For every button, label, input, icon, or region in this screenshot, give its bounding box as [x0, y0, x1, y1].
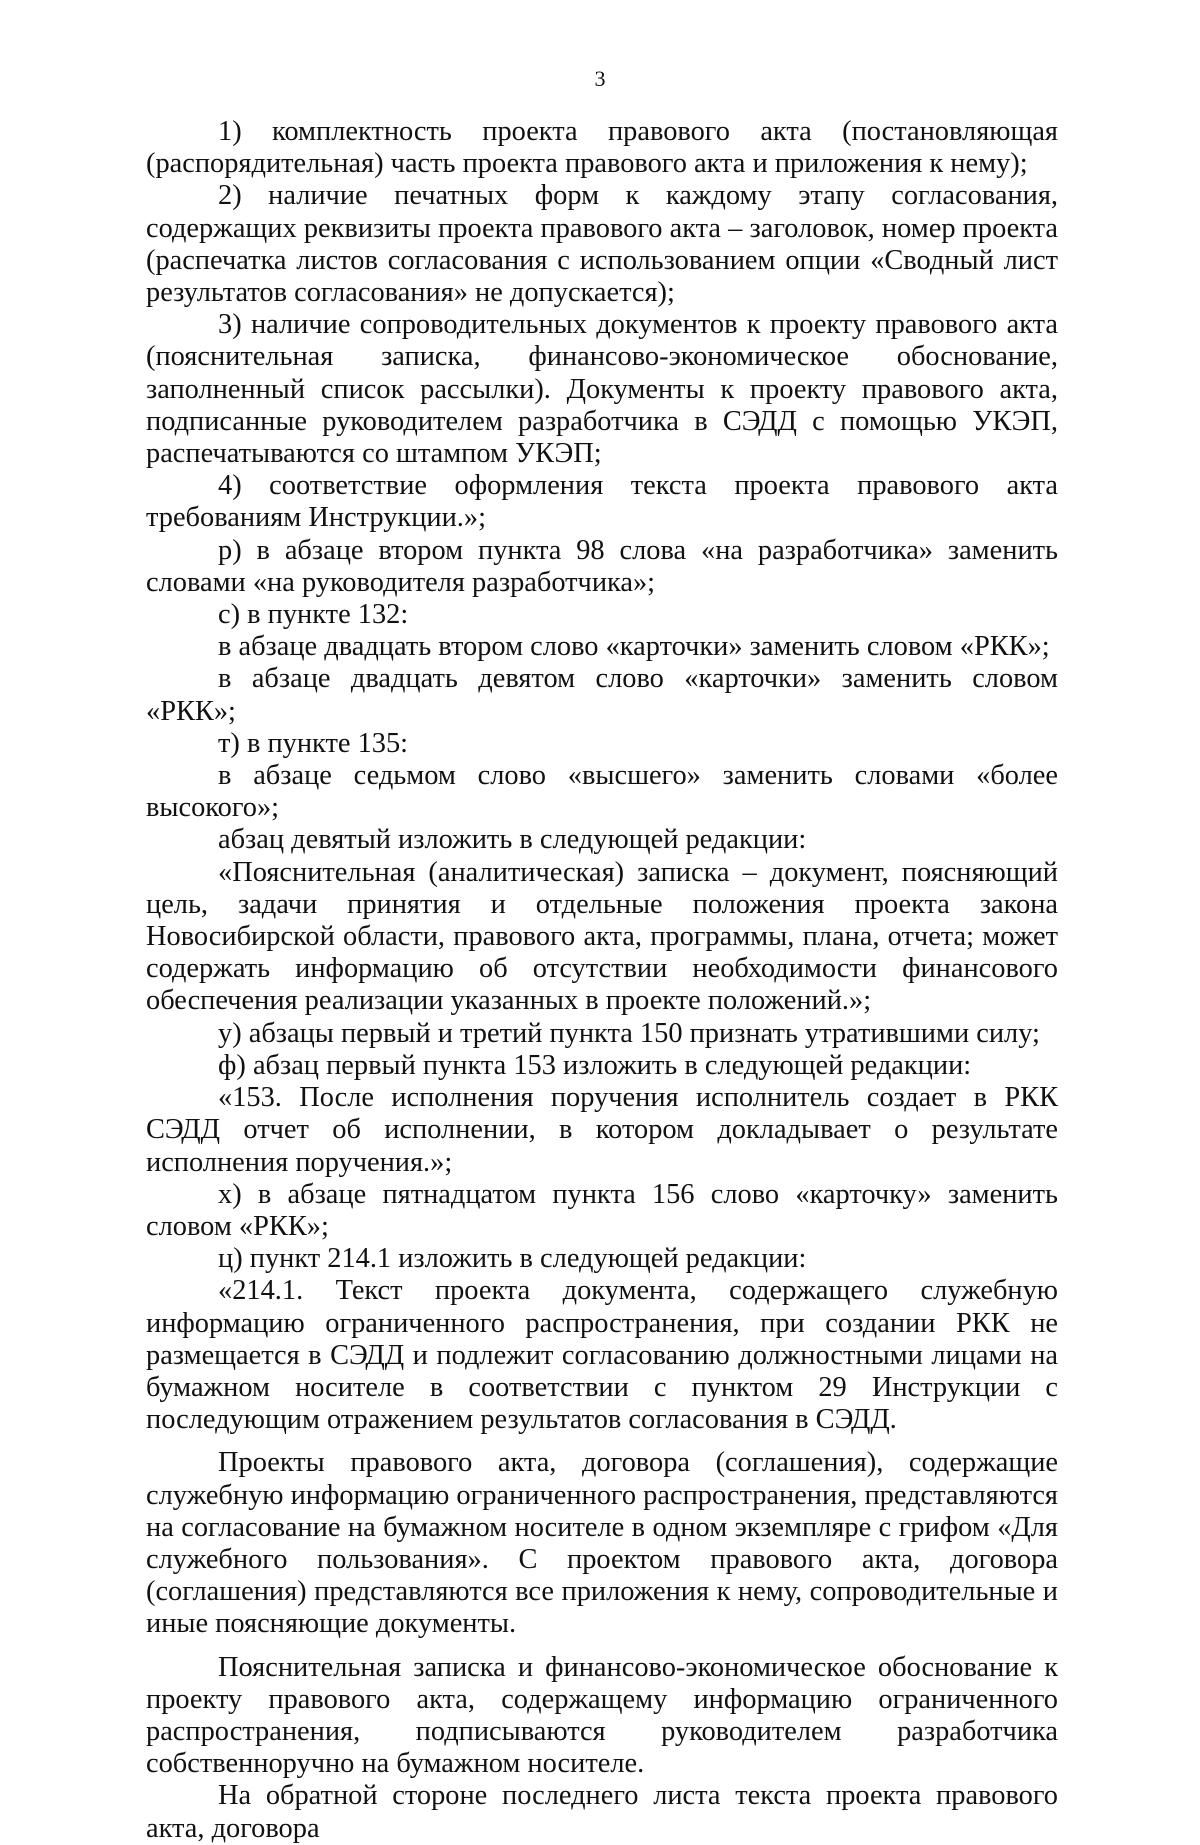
- paragraph-quoted-153: «153. После исполнения поручения исполнитель создает в РКК СЭДД отчет об исполнении, в котором докладывает о результате исполнения поручения.»;: [146, 1082, 1058, 1178]
- paragraph-item-4: 4) соответствие оформления текста проекта правового акта требованиям Инструкции.»;: [146, 470, 1058, 534]
- paragraph-amendment: в абзаце двадцать втором слово «карточки» заменить словом «РКК»;: [218, 631, 1050, 663]
- paragraph-amendment: в абзаце двадцать девятом слово «карточки» заменить словом «РКК»;: [146, 663, 1058, 727]
- paragraph-subitem-kh: х) в абзаце пятнадцатом пункта 156 слово «карточку» заменить словом «РКК»;: [146, 1178, 1058, 1242]
- paragraph-subitem-u: у) абзацы первый и третий пункта 150 признать утратившими силу;: [218, 1017, 1040, 1049]
- paragraph-amendment: абзац девятый изложить в следующей редакции:: [218, 824, 807, 856]
- paragraph-explanatory-note: Пояснительная записка и финансово-экономическое обоснование к проекту правового акта, содержащему информацию ограниченного распространения, подписываются руководителем разработчика собственноручно на бумажном носителе.: [146, 1651, 1058, 1780]
- paragraph-quoted-definition: «Пояснительная (аналитическая) записка – документ, поясняющий цель, задачи принятия и отдельные положения проекта закона Новосибирской области, правового акта, программы, плана, отчета; может содержать информацию об отсутствии необходимости финансового обеспечения реализации указанных в проекте положений.»;: [146, 856, 1058, 1017]
- paragraph-quoted-214-1: «214.1. Текст проекта документа, содержащего служебную информацию ограниченного распространения, при создании РКК не размещается в СЭДД и подлежит согласованию должностными лицами на бумажном носителе в соответствии с пунктом 29 Инструкции с последующим отражением результатов согласования в СЭДД.: [146, 1275, 1058, 1436]
- paragraph-item-2: 2) наличие печатных форм к каждому этапу согласования, содержащих реквизиты проекта правового акта – заголовок, номер проекта (распечатка листов согласования с использованием опции «Сводный лист результатов согласования» не допускается);: [146, 180, 1058, 309]
- page-number: 3: [594, 66, 606, 91]
- paragraph-amendment: в абзаце седьмом слово «высшего» заменить словами «более высокого»;: [146, 760, 1058, 824]
- paragraph-subitem-f: ф) абзац первый пункта 153 изложить в следующей редакции:: [218, 1049, 972, 1081]
- paragraph-subitem-ts: ц) пункт 214.1 изложить в следующей редакции:: [218, 1243, 807, 1275]
- paragraph-item-3: 3) наличие сопроводительных документов к проекту правового акта (пояснительная записка, финансово-экономическое обоснование, заполненный список рассылки). Документы к проекту правового акта, подписанные руководителем разработчика в СЭДД с помощью УКЭП, распечатываются со штампом УКЭП;: [146, 309, 1058, 470]
- paragraph-subitem-r: р) в абзаце втором пункта 98 слова «на разработчика» заменить словами «на руководителя разработчика»;: [146, 534, 1058, 598]
- paragraph-subitem-s: с) в пункте 132:: [218, 599, 409, 631]
- paragraph-subitem-t: т) в пункте 135:: [218, 727, 409, 759]
- paragraph-projects: Проекты правового акта, договора (соглашения), содержащие служебную информацию ограниченного распространения, представляются на согласование на бумажном носителе в одном экземпляре с грифом «Для служебного пользования». С проектом правового акта, договора (соглашения) представляются все приложения к нему, сопроводительные и иные поясняющие документы.: [146, 1447, 1058, 1640]
- paragraph-reverse-side: На обратной стороне последнего листа текста проекта правового акта, договора: [146, 1780, 1058, 1844]
- document-body: [146, 116, 1058, 1845]
- paragraph-item-1: 1) комплектность проекта правового акта (постановляющая (распорядительная) часть проекта правового акта и приложения к нему);: [146, 116, 1058, 180]
